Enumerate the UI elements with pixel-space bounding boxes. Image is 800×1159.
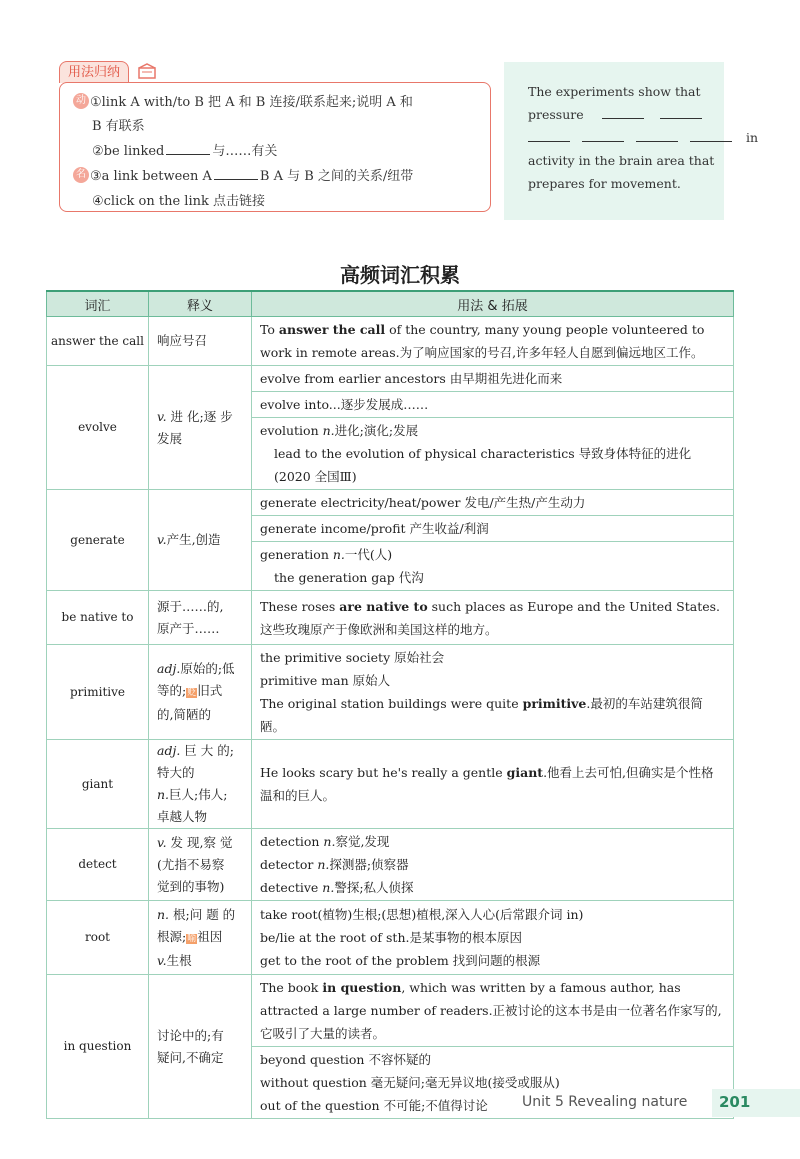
table-row: [47, 490, 734, 591]
vocab-meaning: adj. 巨 大 的; 特大的 n.巨人;伟人; 卓越人物: [149, 740, 252, 829]
usage-segment: evolution n.进化;演化;发展 lead to the evolution of physical characteristics 导致身体特征的进化(2020 全国Ⅲ): [252, 417, 733, 489]
vocab-word: in question: [47, 975, 149, 1119]
usage-segment: generate electricity/heat/power 发电/产生热/产生动力: [260, 495, 586, 510]
exercise-line-2: pressure: [528, 107, 708, 122]
exercise-line-1: The experiments show that: [528, 84, 701, 99]
vocab-meaning: adj.原始的;低 等的;贬旧式 的,简陋的: [149, 645, 252, 740]
vocab-meaning: 讨论中的;有 疑问,不确定: [149, 975, 252, 1119]
table-row: [47, 740, 734, 829]
vocab-word: evolve: [47, 366, 149, 490]
usage-segment: He looks scary but he's really a gentle giant.他看上去可怕,但确实是个性格温和的巨人。: [260, 765, 714, 803]
table-row: [47, 366, 734, 490]
usage-line-1b: B 有联系: [92, 119, 145, 134]
vocab-meaning: v. 发 现,察 觉 (尤指不易察 觉到的事物): [149, 829, 252, 901]
table-row: [47, 829, 734, 901]
vocab-meaning: v. 进 化;逐 步 发展: [149, 366, 252, 490]
table-row: [47, 317, 734, 366]
vocab-meaning: v.产生,创造: [149, 490, 252, 591]
vocab-usage: [252, 591, 734, 645]
vocab-usage: [252, 317, 734, 366]
usage-line-2: ②be linked 与……有关: [92, 144, 278, 159]
table-row: [47, 645, 734, 740]
vocab-usage: [252, 366, 734, 490]
vocab-usage: [252, 829, 734, 901]
usage-line-3: ③a link between A B A 与 B 之间的关系/纽带: [90, 169, 414, 184]
vocab-word: detect: [47, 829, 149, 901]
usage-segment: To answer the call of the country, many young people volunteered to work in remote areas.为了响应国家的号召,许多年轻人自愿到偏远地区工作。: [260, 322, 705, 360]
usage-summary-tag: 用法归纳: [59, 61, 129, 83]
header-meaning: 释义: [149, 291, 252, 317]
vocab-word: primitive: [47, 645, 149, 740]
table-header-row: [47, 291, 734, 317]
usage-segment: beyond question 不容怀疑的 without question 毫无疑问;毫无异议地(接受或服从) out of the question 不可能;不值得讨论: [252, 1046, 733, 1118]
section-title: 高频词汇积累: [340, 263, 460, 287]
usage-segment: generate income/profit 产生收益/利润: [252, 515, 733, 541]
header-word: 词汇: [47, 291, 149, 317]
vocab-word: root: [47, 901, 149, 975]
usage-segment: The book in question, which was written by a famous author, has attracted a large number of readers.正被讨论的这本书是由一位著名作家写的,它吸引了大量的读者。: [260, 980, 722, 1041]
exercise-line-3: in: [528, 130, 758, 145]
vocabulary-table: [46, 290, 734, 1119]
vocab-word: be native to: [47, 591, 149, 645]
usage-segment: generation n.一代(人) the generation gap 代沟: [252, 541, 733, 590]
usage-segment: These roses are native to such places as Europe and the United States.这些玫瑰原产于像欧洲和美国这样的地方。: [260, 598, 721, 637]
table-row: [47, 591, 734, 645]
table-row: [47, 901, 734, 975]
exercise-line-4: activity in the brain area that: [528, 153, 715, 168]
unit-label: Unit 5 Revealing nature: [522, 1094, 688, 1110]
usage-segment: detection n.察觉,发现 detector n.探测器;侦察器 detective n.警探;私人侦探: [260, 834, 414, 895]
vocab-word: giant: [47, 740, 149, 829]
usage-line-4: ④click on the link 点击链接: [92, 194, 265, 209]
usage-segment: the primitive society 原始社会 primitive man 原始人 The original station buildings were quite primitive.最初的车站建筑很简陋。: [260, 650, 703, 734]
page-number: 201: [719, 1093, 751, 1111]
vocab-word: answer the call: [47, 317, 149, 366]
vocab-usage: [252, 490, 734, 591]
vocab-usage: [252, 740, 734, 829]
vocab-word: generate: [47, 490, 149, 591]
vocab-meaning: n. 根;问 题 的 根源;喻祖因 v.生根: [149, 901, 252, 975]
exercise-line-5: prepares for movement.: [528, 176, 681, 191]
usage-line-1a: ①link A with/to B 把 A 和 B 连接/联系起来;说明 A 和: [90, 95, 413, 110]
usage-segment: evolve into...逐步发展成……: [252, 391, 733, 417]
vocab-usage: [252, 901, 734, 975]
book-icon: [137, 62, 157, 80]
vocab-meaning: 响应号召: [149, 317, 252, 366]
vocab-usage: [252, 645, 734, 740]
noun-badge: 名: [73, 167, 89, 183]
usage-segment: evolve from earlier ancestors 由早期祖先进化而来: [260, 371, 563, 386]
usage-segment: take root(植物)生根;(思想)植根,深入人心(后常跟介词 in) be/lie at the root of sth.是某事物的根本原因 get to the root of the problem 找到问题的根源: [260, 907, 584, 968]
header-usage: 用法 & 拓展: [252, 291, 734, 317]
verb-badge: 动: [73, 93, 89, 109]
vocab-meaning: 源于……的, 原产于……: [149, 591, 252, 645]
